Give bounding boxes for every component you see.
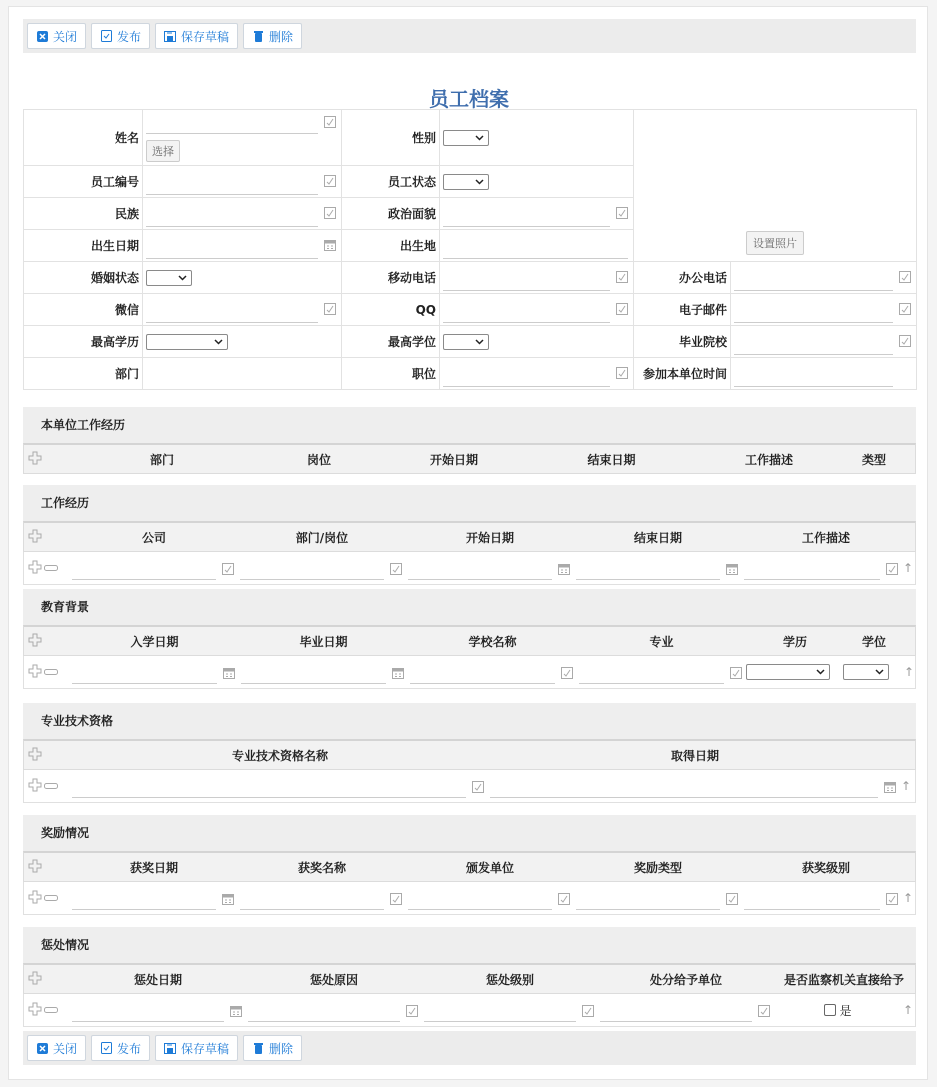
school-name-input[interactable] — [408, 658, 577, 686]
emp-no-field[interactable] — [146, 169, 338, 195]
col-header: 专业 — [649, 634, 674, 649]
edit-icon — [558, 893, 570, 908]
chevron-down-icon — [475, 179, 484, 185]
calendar-icon — [230, 1005, 242, 1020]
col-header: 工作描述 — [801, 530, 850, 545]
move-up-icon[interactable]: ↑ — [902, 891, 914, 905]
education-section — [23, 589, 916, 689]
col-header: 获奖级别 — [801, 860, 850, 875]
delete-label: 删除 — [269, 29, 294, 44]
edit-icon — [616, 271, 628, 286]
col-header: 工作描述 — [744, 452, 793, 467]
calendar-icon — [223, 667, 235, 682]
table-row — [23, 770, 916, 803]
remove-row-icon[interactable] — [44, 891, 58, 905]
employee-info-table — [23, 109, 917, 390]
edit-icon — [390, 893, 402, 908]
edit-icon — [730, 667, 742, 682]
edit-icon — [390, 563, 402, 578]
section-title: 工作经历 — [23, 485, 916, 521]
internal-history-section — [23, 407, 916, 474]
join-date-label: 参加本单位时间 — [634, 358, 731, 390]
edit-icon — [726, 893, 738, 908]
checkbox-label: 是 — [839, 1003, 852, 1018]
col-header: 开始日期 — [429, 452, 478, 467]
add-row-icon[interactable] — [28, 859, 42, 876]
education-label: 最高学历 — [24, 326, 143, 358]
col-header: 部门 — [149, 452, 174, 467]
dept-position-input[interactable] — [238, 554, 406, 582]
gender-label: 性别 — [342, 110, 440, 166]
political-field[interactable] — [443, 201, 630, 227]
col-header: 结束日期 — [587, 452, 636, 467]
add-row-icon[interactable] — [28, 778, 42, 795]
major-input[interactable] — [577, 658, 746, 686]
col-header: 惩处日期 — [133, 972, 182, 987]
degree-level-select[interactable] — [843, 664, 889, 680]
qq-label: QQ — [342, 294, 440, 326]
section-title: 专业技术资格 — [23, 703, 916, 739]
save-icon — [164, 30, 176, 42]
save-draft-label: 保存草稿 — [181, 1041, 230, 1056]
school-field[interactable] — [734, 329, 913, 355]
close-icon — [36, 1042, 48, 1054]
chevron-down-icon — [214, 339, 223, 345]
close-label: 关闭 — [53, 1041, 78, 1056]
col-header: 获奖名称 — [297, 860, 346, 875]
office-phone-label: 办公电话 — [634, 262, 731, 294]
chevron-down-icon — [475, 339, 484, 345]
punishment-section — [23, 927, 916, 1027]
col-header: 部门/岗位 — [295, 530, 349, 545]
chevron-down-icon — [875, 669, 884, 675]
move-up-icon[interactable]: ↑ — [900, 779, 912, 793]
table-row — [23, 656, 916, 689]
edit-icon — [324, 175, 336, 190]
trash-icon — [252, 30, 264, 42]
position-field[interactable] — [443, 361, 630, 387]
form-title: 员工档案 — [429, 87, 509, 111]
add-row-icon[interactable] — [28, 664, 42, 681]
calendar-icon — [884, 781, 896, 796]
col-header: 岗位 — [306, 452, 331, 467]
remove-row-icon[interactable] — [44, 779, 58, 793]
join-date-field[interactable] — [734, 361, 913, 387]
publish-icon — [100, 30, 112, 42]
table-row — [23, 882, 916, 915]
publish-icon — [100, 1042, 112, 1054]
edit-icon — [899, 303, 911, 318]
edit-icon — [886, 563, 898, 578]
wechat-label: 微信 — [24, 294, 143, 326]
birth-date-label: 出生日期 — [24, 230, 143, 262]
top-toolbar — [23, 19, 916, 53]
calendar-icon — [558, 563, 570, 578]
qualification-name-input[interactable] — [70, 772, 488, 800]
col-header: 取得日期 — [670, 748, 719, 763]
save-icon — [164, 1042, 176, 1054]
section-title: 本单位工作经历 — [23, 407, 916, 443]
form-page — [8, 6, 928, 1080]
emp-status-label: 员工状态 — [342, 166, 440, 198]
edit-icon — [616, 207, 628, 222]
publish-button[interactable] — [91, 23, 150, 49]
political-label: 政治面貌 — [342, 198, 440, 230]
ethnicity-label: 民族 — [24, 198, 143, 230]
calendar-icon — [726, 563, 738, 578]
name-label: 姓名 — [24, 110, 143, 166]
calendar-icon — [222, 893, 234, 908]
remove-row-icon[interactable] — [44, 561, 58, 575]
add-row-icon[interactable] — [28, 560, 42, 577]
marital-select[interactable] — [146, 270, 192, 286]
award-issuer-input[interactable] — [406, 884, 574, 912]
add-row-icon[interactable] — [28, 971, 42, 988]
work-history-section — [23, 485, 916, 585]
edit-icon — [406, 1005, 418, 1020]
col-header: 结束日期 — [633, 530, 682, 545]
punish-level-input[interactable] — [422, 996, 598, 1024]
col-header: 惩处级别 — [485, 972, 534, 987]
school-label: 毕业院校 — [634, 326, 731, 358]
add-row-icon[interactable] — [28, 890, 42, 907]
punish-reason-input[interactable] — [246, 996, 422, 1024]
publish-button[interactable] — [91, 1035, 150, 1061]
add-row-icon[interactable] — [28, 529, 42, 546]
calendar-icon — [392, 667, 404, 682]
mobile-label: 移动电话 — [342, 262, 440, 294]
email-field[interactable] — [734, 297, 913, 323]
publish-label: 发布 — [117, 29, 142, 44]
col-header: 颁发单位 — [465, 860, 514, 875]
close-button[interactable] — [27, 23, 86, 49]
move-up-icon[interactable]: ↑ — [902, 561, 914, 575]
edit-icon — [582, 1005, 594, 1020]
move-up-icon[interactable]: ↑ — [902, 1003, 914, 1017]
col-header: 入学日期 — [130, 634, 179, 649]
qq-field[interactable] — [443, 297, 630, 323]
birthplace-field[interactable] — [443, 233, 630, 259]
end-date-input[interactable] — [574, 554, 742, 582]
office-phone-field[interactable] — [734, 265, 913, 291]
col-header: 惩处原因 — [309, 972, 358, 987]
save-draft-button[interactable] — [155, 23, 238, 49]
award-level-input[interactable] — [742, 884, 902, 912]
section-title: 教育背景 — [23, 589, 916, 625]
qualification-section — [23, 703, 916, 803]
set-photo-button[interactable]: 设置照片 — [746, 231, 804, 255]
table-row — [23, 552, 916, 585]
remove-row-icon[interactable] — [44, 665, 58, 679]
grid-header — [23, 739, 916, 770]
grid-header — [23, 443, 916, 474]
delete-button[interactable] — [243, 1035, 302, 1061]
company-input[interactable] — [70, 554, 238, 582]
col-header: 学历 — [782, 634, 807, 649]
emp-no-label: 员工编号 — [24, 166, 143, 198]
edit-icon — [899, 271, 911, 286]
punish-issuer-input[interactable] — [598, 996, 774, 1024]
remove-row-icon[interactable] — [44, 1003, 58, 1017]
table-row — [23, 994, 916, 1027]
col-header: 开始日期 — [465, 530, 514, 545]
degree-select[interactable] — [443, 334, 489, 350]
edit-icon — [886, 893, 898, 908]
edit-icon — [561, 667, 573, 682]
gender-select[interactable] — [443, 130, 489, 146]
col-header: 获奖日期 — [129, 860, 178, 875]
add-row-icon[interactable] — [28, 1002, 42, 1019]
col-header: 专业技术资格名称 — [231, 748, 328, 763]
edit-icon — [324, 303, 336, 318]
chevron-down-icon — [816, 669, 825, 675]
emp-status-select[interactable] — [443, 174, 489, 190]
graduate-date-input[interactable] — [239, 658, 408, 686]
edit-icon — [758, 1005, 770, 1020]
col-header: 是否监察机关直接给予 — [783, 972, 904, 987]
obtain-date-input[interactable] — [488, 772, 900, 800]
delete-label: 删除 — [269, 1041, 294, 1056]
position-label: 职位 — [342, 358, 440, 390]
awards-section — [23, 815, 916, 915]
add-row-icon[interactable] — [28, 451, 42, 468]
edit-icon — [899, 335, 911, 350]
degree-label: 最高学位 — [342, 326, 440, 358]
col-header: 处分给予单位 — [649, 972, 722, 987]
enroll-date-input[interactable] — [70, 658, 239, 686]
delete-button[interactable] — [243, 23, 302, 49]
department-label: 部门 — [24, 358, 143, 390]
chevron-down-icon — [475, 135, 484, 141]
add-row-icon[interactable] — [28, 633, 42, 650]
close-label: 关闭 — [53, 29, 78, 44]
supervision-checkbox[interactable] — [824, 1002, 851, 1019]
education-select[interactable] — [146, 334, 228, 350]
bottom-toolbar — [23, 1031, 916, 1065]
chevron-down-icon — [178, 275, 187, 281]
wechat-field[interactable] — [146, 297, 338, 323]
add-row-icon[interactable] — [28, 747, 42, 764]
col-header: 类型 — [861, 452, 886, 467]
birthplace-label: 出生地 — [342, 230, 440, 262]
marital-label: 婚姻状态 — [24, 262, 143, 294]
award-date-input[interactable] — [70, 884, 238, 912]
grid-header — [23, 851, 916, 882]
email-label: 电子邮件 — [634, 294, 731, 326]
name-field[interactable] — [146, 114, 338, 134]
col-header: 公司 — [141, 530, 166, 545]
save-draft-button[interactable] — [155, 1035, 238, 1061]
edit-icon — [324, 207, 336, 222]
edit-icon — [616, 367, 628, 382]
col-header: 学校名称 — [468, 634, 517, 649]
save-draft-label: 保存草稿 — [181, 29, 230, 44]
col-header: 学位 — [861, 634, 886, 649]
education-level-select[interactable] — [746, 664, 830, 680]
edit-icon — [472, 781, 484, 796]
col-header: 毕业日期 — [299, 634, 348, 649]
calendar-icon — [324, 239, 336, 254]
grid-header — [23, 625, 916, 656]
section-title: 奖励情况 — [23, 815, 916, 851]
publish-label: 发布 — [117, 1041, 142, 1056]
department-value — [143, 358, 342, 390]
ethnicity-field[interactable] — [146, 201, 338, 227]
close-button[interactable] — [27, 1035, 86, 1061]
col-header: 奖励类型 — [633, 860, 682, 875]
punish-date-input[interactable] — [70, 996, 246, 1024]
mobile-field[interactable] — [443, 265, 630, 291]
close-icon — [36, 30, 48, 42]
award-type-input[interactable] — [574, 884, 742, 912]
edit-icon — [222, 563, 234, 578]
edit-icon — [616, 303, 628, 318]
award-name-input[interactable] — [238, 884, 406, 912]
trash-icon — [252, 1042, 264, 1054]
select-button[interactable]: 选择 — [146, 140, 180, 162]
start-date-input[interactable] — [406, 554, 574, 582]
move-up-icon[interactable]: ↑ — [903, 665, 915, 679]
edit-icon — [324, 116, 336, 131]
work-desc-input[interactable] — [742, 554, 902, 582]
birth-date-field[interactable] — [146, 233, 338, 259]
grid-header — [23, 521, 916, 552]
section-title: 惩处情况 — [23, 927, 916, 963]
grid-header — [23, 963, 916, 994]
